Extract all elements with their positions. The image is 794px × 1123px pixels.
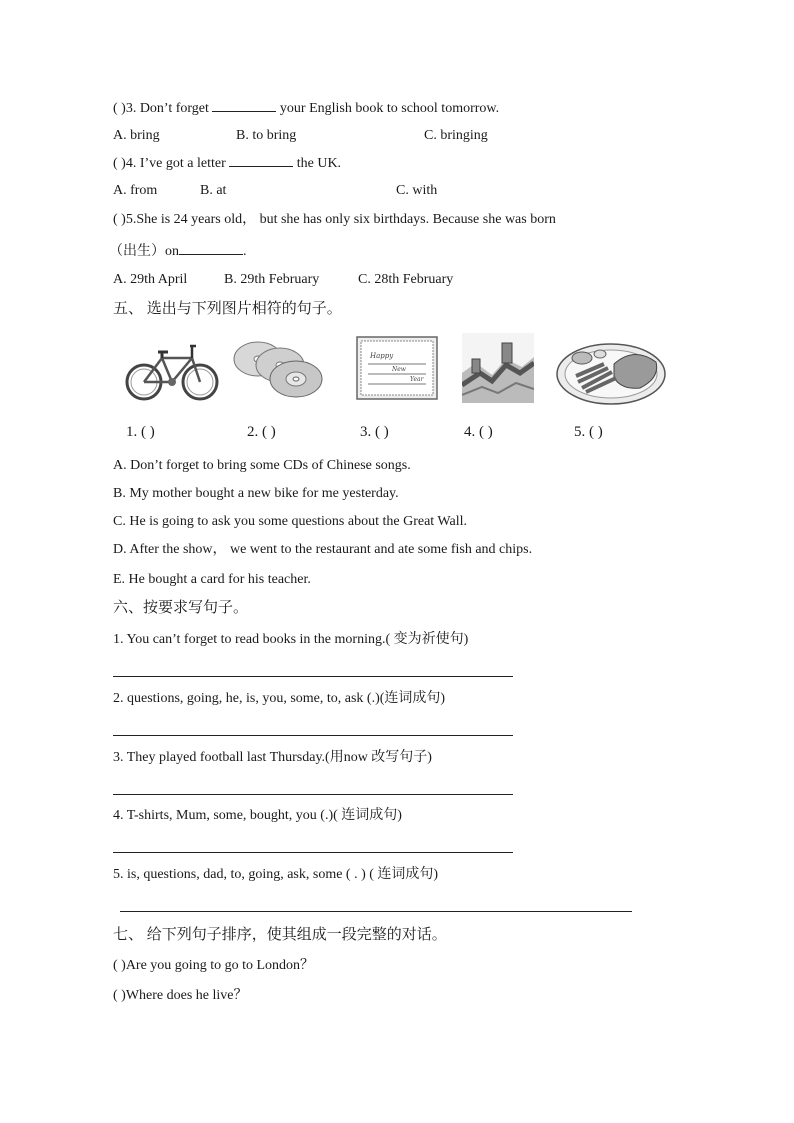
picture-1-answer[interactable]: 1. ( )	[126, 424, 155, 440]
option-a[interactable]: A. 29th April	[113, 272, 188, 287]
picture-5-answer[interactable]: 5. ( )	[574, 424, 603, 440]
question-3: ( )3. Don’t forget your English book to school tomorrow.	[113, 101, 500, 116]
card-picture	[356, 336, 438, 400]
card-text-year: Year	[410, 376, 424, 383]
sentence-a: A. Don’t forget to bring some CDs of Chinese songs.	[113, 458, 411, 473]
answer-blank[interactable]	[212, 99, 276, 112]
answer-blank[interactable]	[179, 242, 243, 255]
picture-3-answer[interactable]: 3. ( )	[360, 424, 389, 440]
fish-and-chips-picture	[556, 338, 666, 406]
question-5: ( )5.She is 24 years old， but she has only six birthdays. Because she was born	[113, 212, 556, 227]
option-a[interactable]: A. from	[113, 183, 158, 198]
cds-picture	[232, 339, 326, 399]
dialogue-item-2[interactable]: ( )Where does he live？	[113, 988, 248, 1003]
answer-blank[interactable]	[229, 154, 293, 167]
answer-line-2[interactable]	[113, 735, 513, 736]
dialogue-item-1[interactable]: ( )Are you going to go to London？	[113, 958, 315, 973]
sentence-e: E. He bought a card for his teacher.	[113, 572, 311, 587]
answer-line-5[interactable]	[120, 911, 632, 912]
option-a[interactable]: A. bring	[113, 128, 160, 143]
section-5-title: 五、 选出与下列图片相符的句子。	[113, 301, 342, 317]
picture-4-answer[interactable]: 4. ( )	[464, 424, 493, 440]
card-text-happy: Happy	[370, 352, 394, 360]
rewrite-item-3: 3. They played football last Thursday.(用now 改写句子)	[113, 750, 432, 765]
bicycle-picture	[124, 336, 220, 404]
question-5-line2: （出生）on .	[109, 244, 247, 259]
option-c[interactable]: C. 28th February	[358, 272, 454, 287]
question-4: ( )4. I’ve got a letter the UK.	[113, 156, 342, 171]
sentence-b: B. My mother bought a new bike for me yesterday.	[113, 486, 399, 501]
answer-line-1[interactable]	[113, 676, 513, 677]
rewrite-item-4: 4. T-shirts, Mum, some, bought, you (.)( 连词成句)	[113, 808, 402, 823]
answer-line-4[interactable]	[113, 852, 513, 853]
section-6-title: 六、按要求写句子。	[113, 600, 249, 616]
rewrite-item-1: 1. You can’t forget to read books in the morning.( 变为祈使句)	[113, 632, 469, 647]
option-b[interactable]: B. at	[200, 183, 227, 198]
option-c[interactable]: C. bringing	[424, 128, 488, 143]
picture-2-answer[interactable]: 2. ( )	[247, 424, 276, 440]
option-c[interactable]: C. with	[396, 183, 438, 198]
card-text-new: New	[392, 366, 406, 373]
option-b[interactable]: B. to bring	[236, 128, 297, 143]
option-b[interactable]: B. 29th February	[224, 272, 320, 287]
sentence-d: D. After the show， we went to the restaurant and ate some fish and chips.	[113, 542, 533, 557]
sentence-c: C. He is going to ask you some questions about the Great Wall.	[113, 514, 468, 529]
great-wall-picture	[462, 333, 534, 403]
section-7-title: 七、 给下列句子排序，使其组成一段完整的对话。	[113, 927, 447, 943]
rewrite-item-2: 2. questions, going, he, is, you, some, to, ask (.)(连词成句)	[113, 691, 446, 706]
answer-line-3[interactable]	[113, 794, 513, 795]
rewrite-item-5: 5. is, questions, dad, to, going, ask, some ( . ) ( 连词成句)	[113, 867, 439, 882]
